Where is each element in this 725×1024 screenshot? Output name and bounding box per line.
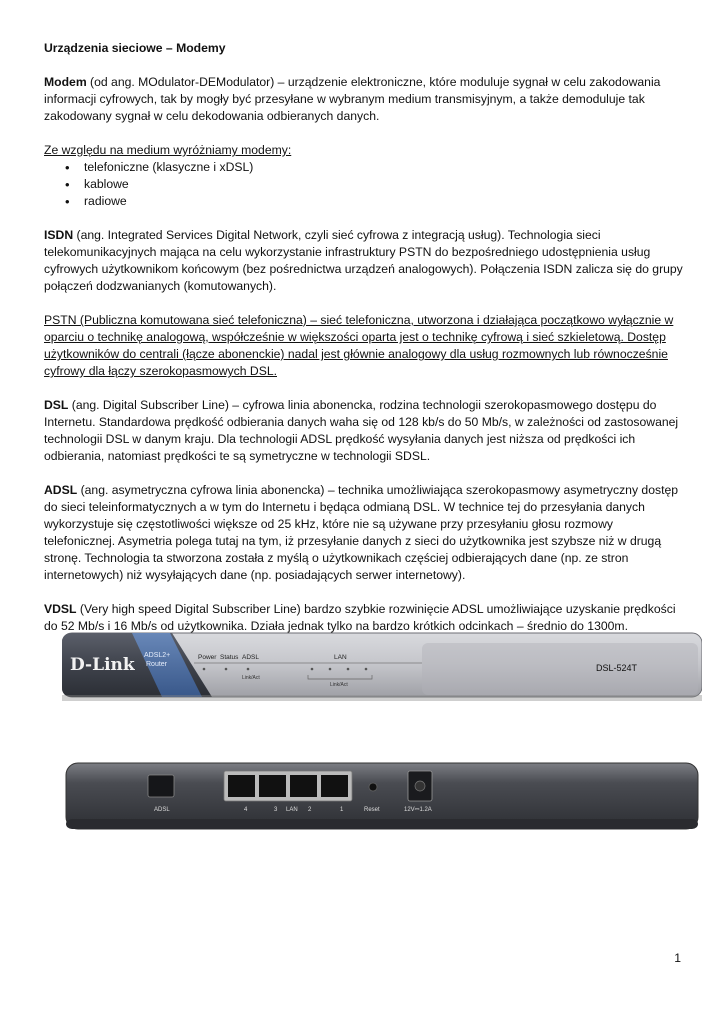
adsl-port (148, 775, 174, 797)
led (329, 668, 332, 671)
list-intro: Ze względu na medium wyróżniamy modemy: (44, 143, 292, 157)
link-act-label-left: Link/Act (242, 675, 260, 681)
paragraph-isdn (44, 227, 684, 295)
paragraph-adsl (44, 482, 684, 584)
lan-port-4 (228, 775, 255, 797)
led (365, 668, 368, 671)
paragraph-pstn: PSTN (Publiczna komutowana sieć telefoniczna) – sieć telefoniczna, utworzona i działająca początkowo wyłącznie w oparciu o technikę analogową, współcześnie w większości oparta jest o technikę cyfrową i sieć szkieletową. Dostęp użytkowników do centrali (łącze abonenckie) nadal jest głównie analogowy dla usług rozmownych lub równocześnie cyfrowy dla łączy szerokopasmowych DSL. (44, 313, 674, 378)
brand-logo: D-Link (70, 655, 135, 675)
led (347, 668, 350, 671)
router-images (62, 629, 702, 834)
adsl-port-label: ADSL (154, 807, 170, 813)
paragraph-dsl (44, 397, 684, 465)
lan-port-3 (259, 775, 286, 797)
router-back-image (62, 759, 702, 834)
list-item: • radiowe (84, 193, 684, 210)
isdn-text: (ang. Integrated Services Digital Network, czyli sieć cyfrowa z integracją usług). Technologia sieci telekomunikacyjnych mająca na celu wykorzystanie infrastruktury PSTN do bezpośredniego udostępnienia usług cyfrowych użytkownikom końcowym (bez pośrednictwa urządzeń analogowych). Połączenia ISDN zalicza się do grupy połączeń dodzwanianych (komutowanych). (44, 228, 683, 293)
led-label-adsl: ADSL (242, 654, 259, 661)
led (225, 668, 228, 671)
term-modem: Modem (44, 75, 87, 89)
document-title: Urządzenia sieciowe – Modemy (44, 41, 226, 55)
adsl-text: (ang. asymetryczna cyfrowa linia abonencka) – technika umożliwiająca szerokopasmowy asymetryczny dostęp do sieci teleinformatycznych a w tym do Internetu i będąca odmianą DSL. W technice tej do przesyłania danych wykorzystuje się częstotliwości większe od 25 kHz, które nie są używane przy przesyłaniu głosu rozmowy telefonicznej. Asymetria polega tutaj na tym, iż przesyłanie danych z sieci do użytkownika jest szybsze niż w drugą stronę. Technologia ta stworzona została z myślą o użytkownikach częściej odbierających dane (np. ze stron internetowych) niż wysyłających dane (np. posiadających serwer internetowy). (44, 483, 679, 582)
port-label-3: 3 (274, 807, 278, 813)
dsl-text: (ang. Digital Subscriber Line) – cyfrowa linia abonencka, rodzina technologii szerokopasmowego dostępu do Internetu. Standardowa prędkość odbierania danych waha się od 128 kb/s do 50 Mb/s, w zależności od zastosowanej technologii DSL w danym kraju. Dla technologii ADSL prędkość wysyłania danych jest niższa od prędkości ich odbierania, natomiast prędkości te są symetryczne w technologii SDSL. (44, 398, 679, 463)
led (203, 668, 206, 671)
term-isdn: ISDN (44, 228, 74, 242)
term-dsl: DSL (44, 398, 69, 412)
reset-hole (369, 783, 377, 791)
port-label-2: 2 (308, 807, 312, 813)
badge-line-2: Router (146, 661, 168, 668)
term-adsl: ADSL (44, 483, 78, 497)
vdsl-text: (Very high speed Digital Subscriber Line) bardzo szybkie rozwinięcie ADSL umożliwiające uzyskanie prędkości do 52 Mb/s i 16 Mb/s od użytkownika. Działa jednak tylko na bardzo krótkich odcinkach – średnio do 1300m. (44, 602, 676, 633)
port-label-4: 4 (244, 807, 248, 813)
led-label-power: Power (198, 654, 217, 661)
page-number: 1 (674, 951, 681, 965)
led (311, 668, 314, 671)
lan-label: LAN (334, 654, 347, 661)
power-label: 12V⎓1.2A (404, 807, 432, 813)
modem-types-list (44, 159, 684, 210)
port-label-1: 1 (340, 807, 344, 813)
lan-port-2 (290, 775, 317, 797)
term-vdsl: VDSL (44, 602, 77, 616)
badge-line-1: ADSL2+ (144, 652, 171, 659)
document-page (44, 40, 684, 652)
port-label-lan: LAN (286, 807, 298, 813)
router-front-image (62, 629, 702, 709)
reset-label: Reset (364, 807, 380, 813)
link-act-label-right: Link/Act (330, 682, 348, 688)
list-item: • kablowe (84, 176, 684, 193)
paragraph-modem (44, 74, 684, 125)
model-label: DSL-524T (596, 663, 638, 673)
led (247, 668, 250, 671)
modem-text: (od ang. MOdulator-DEModulator) – urządzenie elektroniczne, które moduluje sygnał w celu zakodowania informacji cyfrowych, tak by mogły być przesyłane w wybranym medium transmisyjnym, a także demoduluje tak zakodowany sygnał w celu dekodowania odbieranych danych. (44, 75, 661, 123)
lan-port-1 (321, 775, 348, 797)
list-item: • telefoniczne (klasyczne i xDSL) (84, 159, 684, 176)
led-label-status: Status (220, 654, 239, 661)
